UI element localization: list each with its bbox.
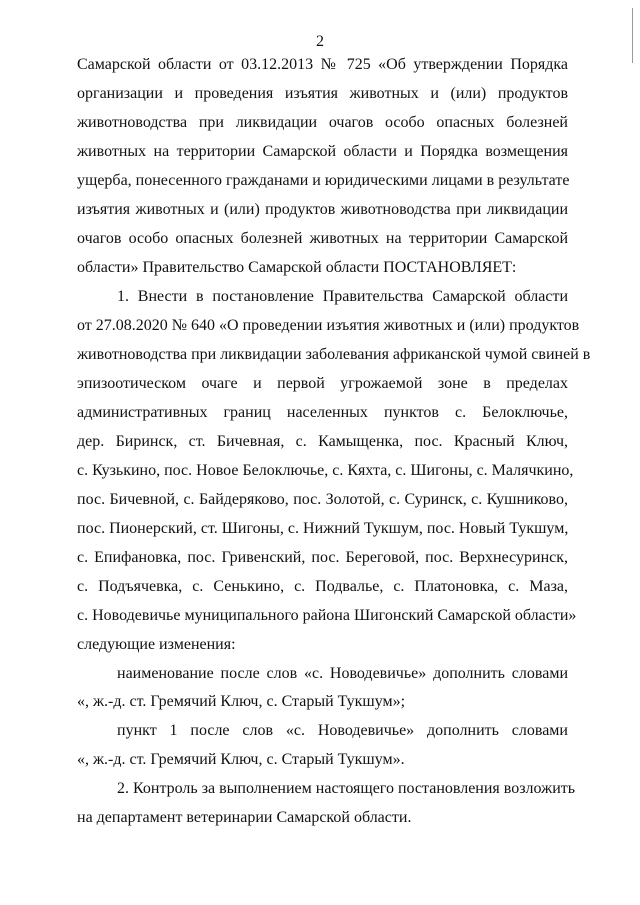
text-line: организации и проведения изъятия животных и (или) продуктов (77, 85, 568, 102)
text-line: Самарской области от 03.12.2013 № 725 «Об утверждении Порядка (77, 56, 568, 73)
text-line: с. Новодевичье муниципального района Шигонский Самарской области» (77, 607, 577, 624)
text-line: с. Подъячевка, с. Сенькино, с. Подвалье, с. Платоновка, с. Маза, (77, 578, 568, 595)
text-line: на департамент ветеринарии Самарской области. (77, 809, 412, 826)
text-line: «, ж.-д. ст. Гремячий Ключ, с. Старый Тукшум». (77, 751, 405, 768)
text-line: административных границ населенных пунктов с. Белоключье, (77, 404, 568, 421)
text-line: пос. Бичевной, с. Байдеряково, пос. Золотой, с. Суринск, с. Кушниково, (77, 491, 568, 508)
text-line: дер. Биринск, ст. Бичевная, с. Камыщенка, пос. Красный Ключ, (77, 433, 568, 450)
text-line: от 27.08.2020 № 640 «О проведении изъятия животных и (или) продуктов (77, 317, 580, 334)
text-line: следующие изменения: (77, 636, 236, 653)
text-line: пункт 1 после слов «с. Новодевичье» дополнить словами (117, 722, 568, 739)
text-line: эпизоотическом очаге и первой угрожаемой зоне в пределах (77, 375, 568, 392)
text-line: пос. Пионерский, ст. Шигоны, с. Нижний Тукшум, пос. Новый Тукшум, (77, 520, 569, 537)
text-line: с. Епифановка, пос. Гривенский, пос. Береговой, пос. Верхнесуринск, (77, 549, 568, 566)
text-line: с. Кузькино, пос. Новое Белоключье, с. Кяхта, с. Шигоны, с. Малячкино, (77, 462, 574, 479)
text-line: 2. Контроль за выполнением настоящего постановления возложить (117, 780, 576, 797)
text-line: очагов особо опасных болезней животных на территории Самарской (77, 230, 568, 247)
page-number: 2 (316, 33, 324, 50)
text-line: ущерба, понесенного гражданами и юридическими лицами в результате (77, 172, 570, 189)
text-line: изъятия животных и (или) продуктов животноводства при ликвидации (77, 201, 568, 218)
text-line: наименование после слов «с. Новодевичье» дополнить словами (117, 665, 568, 682)
text-line: области» Правительство Самарской области ПОСТАНОВЛЯЕТ: (77, 259, 517, 276)
text-line: животноводства при ликвидации заболевания африканской чумой свиней в (77, 346, 591, 363)
text-line: животных на территории Самарской области и Порядка возмещения (77, 143, 568, 160)
text-line: 1. Внести в постановление Правительства Самарской области (117, 288, 568, 305)
text-line: животноводства при ликвидации очагов особо опасных болезней (77, 114, 568, 131)
text-line: «, ж.-д. ст. Гремячий Ключ, с. Старый Тукшум»; (77, 693, 406, 710)
